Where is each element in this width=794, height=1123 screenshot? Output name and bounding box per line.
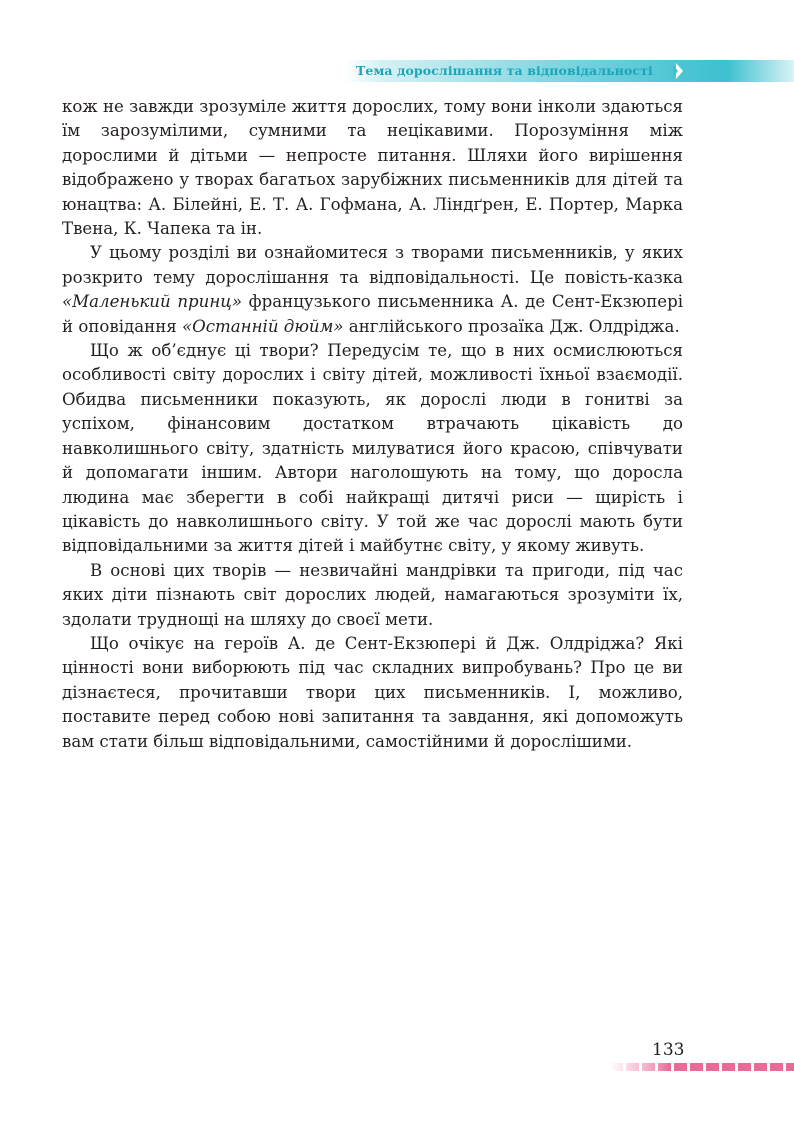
- running-header-title: Тема дорослішання та відповідальності: [356, 63, 653, 78]
- body-paragraph: [62, 559, 683, 632]
- paragraph-text: Що ж об’єднує ці твори? Передусім те, що в них осмислюються особливості світу дорослих і світу дітей, можливості їхньої взаємодії. Обидва письменники показують, як дорослі люди в гонитві за успіхом, фінансовим достатком втрачають цікавість до навколишнього світу, здатність милуватися його красою, співчувати й допомагати іншим. Автори наголошують на тому, що доросла людина має зберегти в собі найкращі дитячі риси — щирість і цікавість до навколишнього світу. У той же час дорослі мають бути відповідальними за життя дітей і майбутнє світу, у якому живуть.: [62, 341, 683, 556]
- paragraph-text: французького письменника А. де Сент-Екзюпері й оповідання: [62, 292, 683, 336]
- page-number: 133: [652, 1040, 685, 1060]
- paragraph-text: У цьому розділі ви ознайомитеся з творами письменників, у яких розкрито тему дорослішання та відповідальності. Це повість-казка: [62, 243, 683, 287]
- footer-stripes-fade: [610, 1063, 670, 1071]
- body-paragraph: [62, 632, 683, 754]
- header-arrow-inner-icon: [673, 65, 678, 77]
- paragraph-text: кож не завжди зрозуміле життя дорослих, тому вони інколи здаються їм зарозумілими, сумними та нецікавими. Порозуміння між дорослими й дітьми — непросте питання. Шляхи його вирішення відображено у творах багатьох зарубіжних письменників для дітей та юнацтва: А. Білейні, Е. Т. А. Гофмана, А. Ліндґрен, Е. Портер, Марка Твена, К. Чапека та ін.: [62, 97, 683, 239]
- paragraph-text: В основі цих творів — незвичайні мандрівки та пригоди, під час яких діти пізнають світ дорослих людей, намагаються зрозуміти їх, здолати труднощі на шляху до своєї мети.: [62, 560, 683, 629]
- body-paragraph: [62, 241, 683, 339]
- book-title: «Маленький принц»: [62, 292, 242, 312]
- body-paragraph: [62, 339, 683, 559]
- paragraph-text: Що очікує на героїв А. де Сент-Екзюпері й Дж. Олдріджа? Які цінності вони виборюють під час складних випробувань? Про це ви дізнаєтеся, прочитавши твори цих письменників. І, можливо, поставите перед собою нові запитання та завдання, які допоможуть вам стати більш відповідальними, самостійними й дорослішими.: [62, 633, 683, 751]
- paragraph-text: англійського прозаїка Дж. Олдріджа.: [343, 316, 680, 336]
- book-title: «Останній дюйм»: [182, 316, 344, 336]
- body-text: [62, 95, 683, 754]
- body-paragraph: [62, 95, 683, 241]
